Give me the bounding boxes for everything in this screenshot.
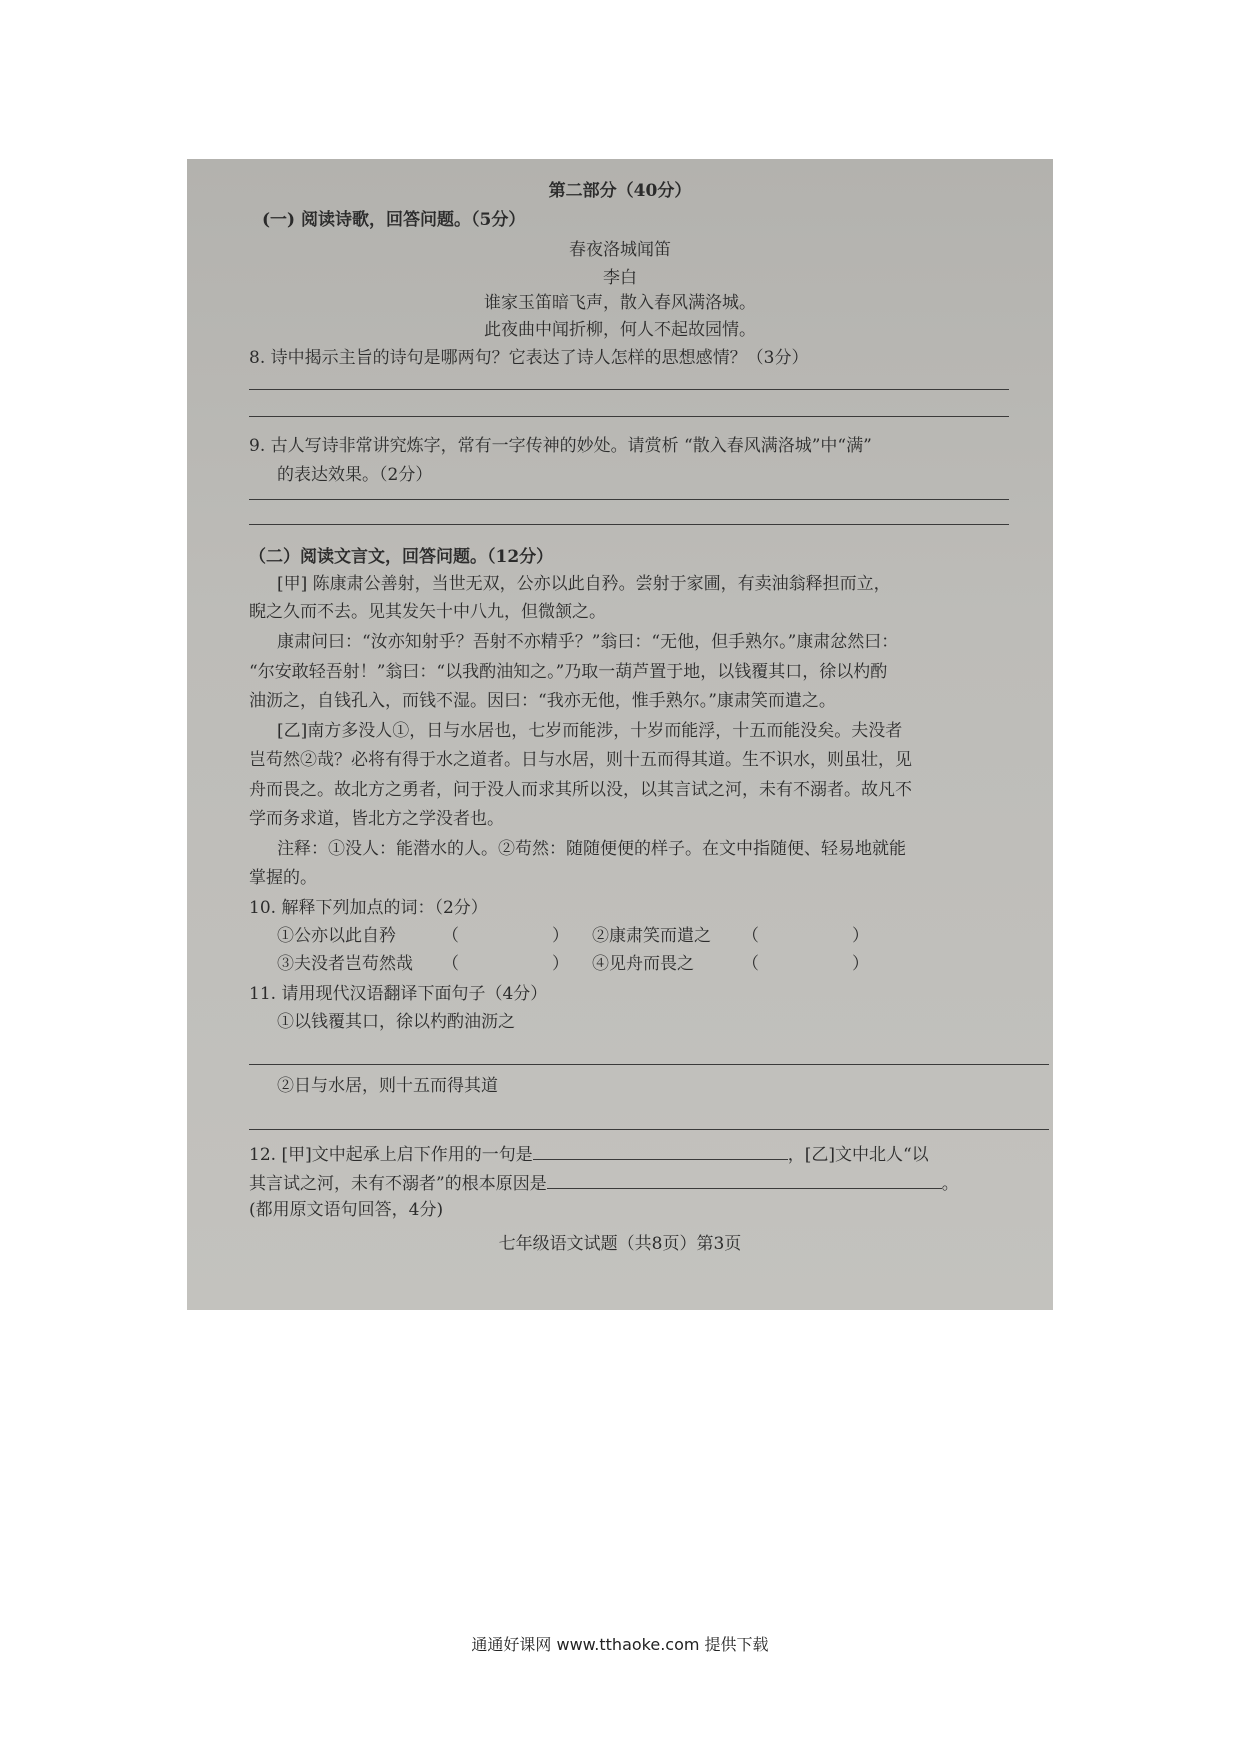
yi-passage-line: 学而务求道，皆北方之学没者也。 — [249, 809, 504, 829]
jia-passage-line: [甲] 陈康肃公善射，当世无双，公亦以此自矜。尝射于家圃，有卖油翁释担而立， — [277, 574, 891, 594]
q12-text-1: 12. [甲]文中起承上启下作用的一句是 — [249, 1145, 533, 1165]
question-8: 8. 诗中揭示主旨的诗句是哪两句？它表达了诗人怎样的思想感情？（3分） — [249, 348, 809, 368]
q10-item-4: ④见舟而畏之 — [592, 954, 694, 974]
yi-passage-line: 岂苟然②哉？必将有得于水之道者。日与水居，则十五而得其道。生不识水，则虽壮，见 — [249, 750, 912, 770]
q11-answer-line-1[interactable] — [249, 1064, 1049, 1065]
q10-paren-open: （ — [742, 954, 759, 974]
q12-text-4: 。 — [941, 1174, 959, 1194]
question-12-line-1 — [249, 1141, 929, 1166]
q10-paren-open: （ — [442, 954, 459, 974]
q10-paren-close: ） — [552, 926, 569, 946]
q11-answer-line-2[interactable] — [249, 1129, 1049, 1130]
q10-item-3: ③夫没者岂苟然哉 — [277, 954, 413, 974]
part-title: 第二部分（40分） — [548, 181, 692, 201]
poem-author: 李白 — [603, 268, 637, 288]
section1-heading: (一) 阅读诗歌，回答问题。（5分） — [262, 210, 526, 230]
q10-item-2: ②康肃笑而遣之 — [592, 926, 711, 946]
question-10: 10. 解释下列加点的词：（2分） — [249, 898, 488, 918]
jia-passage-line: 睨之久而不去。见其发矢十中八九，但微颔之。 — [249, 602, 606, 622]
q9-answer-line-1[interactable] — [249, 499, 1009, 500]
q10-paren-open: （ — [742, 926, 759, 946]
q8-answer-line-1[interactable] — [249, 389, 1009, 390]
yi-passage-line: 舟而畏之。故北方之勇者，问于没人而求其所以没，以其言试之河，未有不溺者。故凡不 — [249, 780, 912, 800]
question-9-line-1: 9. 古人写诗非常讲究炼字，常有一字传神的妙处。请赏析 “散入春风满洛城”中“满” — [249, 436, 872, 456]
jia-passage-line: 油沥之，自钱孔入，而钱不湿。因曰：“我亦无他，惟手熟尔。”康肃笑而遣之。 — [249, 691, 836, 711]
q9-answer-line-2[interactable] — [249, 524, 1009, 525]
jia-passage-line: 康肃问曰：“汝亦知射乎？吾射不亦精乎？”翁曰：“无他，但手熟尔。”康肃忿然曰： — [277, 632, 899, 652]
q11-sentence-2: ②日与水居，则十五而得其道 — [277, 1076, 498, 1096]
q12-text-3: 其言试之河，未有不溺者”的根本原因是 — [249, 1174, 547, 1194]
q12-blank-2[interactable] — [547, 1170, 942, 1189]
exam-page-photo — [187, 159, 1053, 1310]
q12-text-2: ，[乙]文中北人“以 — [787, 1145, 929, 1165]
q10-paren-close: ） — [552, 954, 569, 974]
question-11: 11. 请用现代汉语翻译下面句子（4分） — [249, 984, 548, 1004]
q10-paren-close: ） — [852, 954, 869, 974]
poem-line-2: 此夜曲中闻折柳，何人不起故园情。 — [484, 320, 756, 340]
poem-title: 春夜洛城闻笛 — [569, 240, 671, 260]
poem-line-1: 谁家玉笛暗飞声，散入春风满洛城。 — [484, 293, 756, 313]
page-number-footer: 七年级语文试题（共8页）第3页 — [498, 1234, 742, 1254]
yi-passage-line: [乙]南方多没人①，日与水居也，七岁而能涉，十岁而能浮，十五而能没矣。夫没者 — [277, 721, 903, 741]
jia-passage-line: “尔安敢轻吾射！”翁曰：“以我酌油知之。”乃取一葫芦置于地，以钱覆其口，徐以杓酌 — [249, 662, 888, 682]
q10-paren-open: （ — [442, 926, 459, 946]
q10-item-1: ①公亦以此自矜 — [277, 926, 396, 946]
q8-answer-line-2[interactable] — [249, 416, 1009, 417]
q10-paren-close: ） — [852, 926, 869, 946]
section2-heading: （二）阅读文言文，回答问题。（12分） — [249, 547, 554, 567]
source-footer: 通通好课网 www.tthaoke.com 提供下载 — [471, 1635, 769, 1654]
q11-sentence-1: ①以钱覆其口，徐以杓酌油沥之 — [277, 1012, 515, 1032]
annotation-line: 注释：①没人：能潜水的人。②苟然：随随便便的样子。在文中指随便、轻易地就能 — [277, 839, 906, 859]
q12-blank-1[interactable] — [533, 1141, 788, 1160]
question-9-line-2: 的表达效果。（2分） — [277, 465, 433, 485]
question-12-line-2 — [249, 1170, 959, 1195]
question-12-line-3: (都用原文语句回答，4分) — [249, 1200, 444, 1220]
annotation-line: 掌握的。 — [249, 868, 317, 888]
